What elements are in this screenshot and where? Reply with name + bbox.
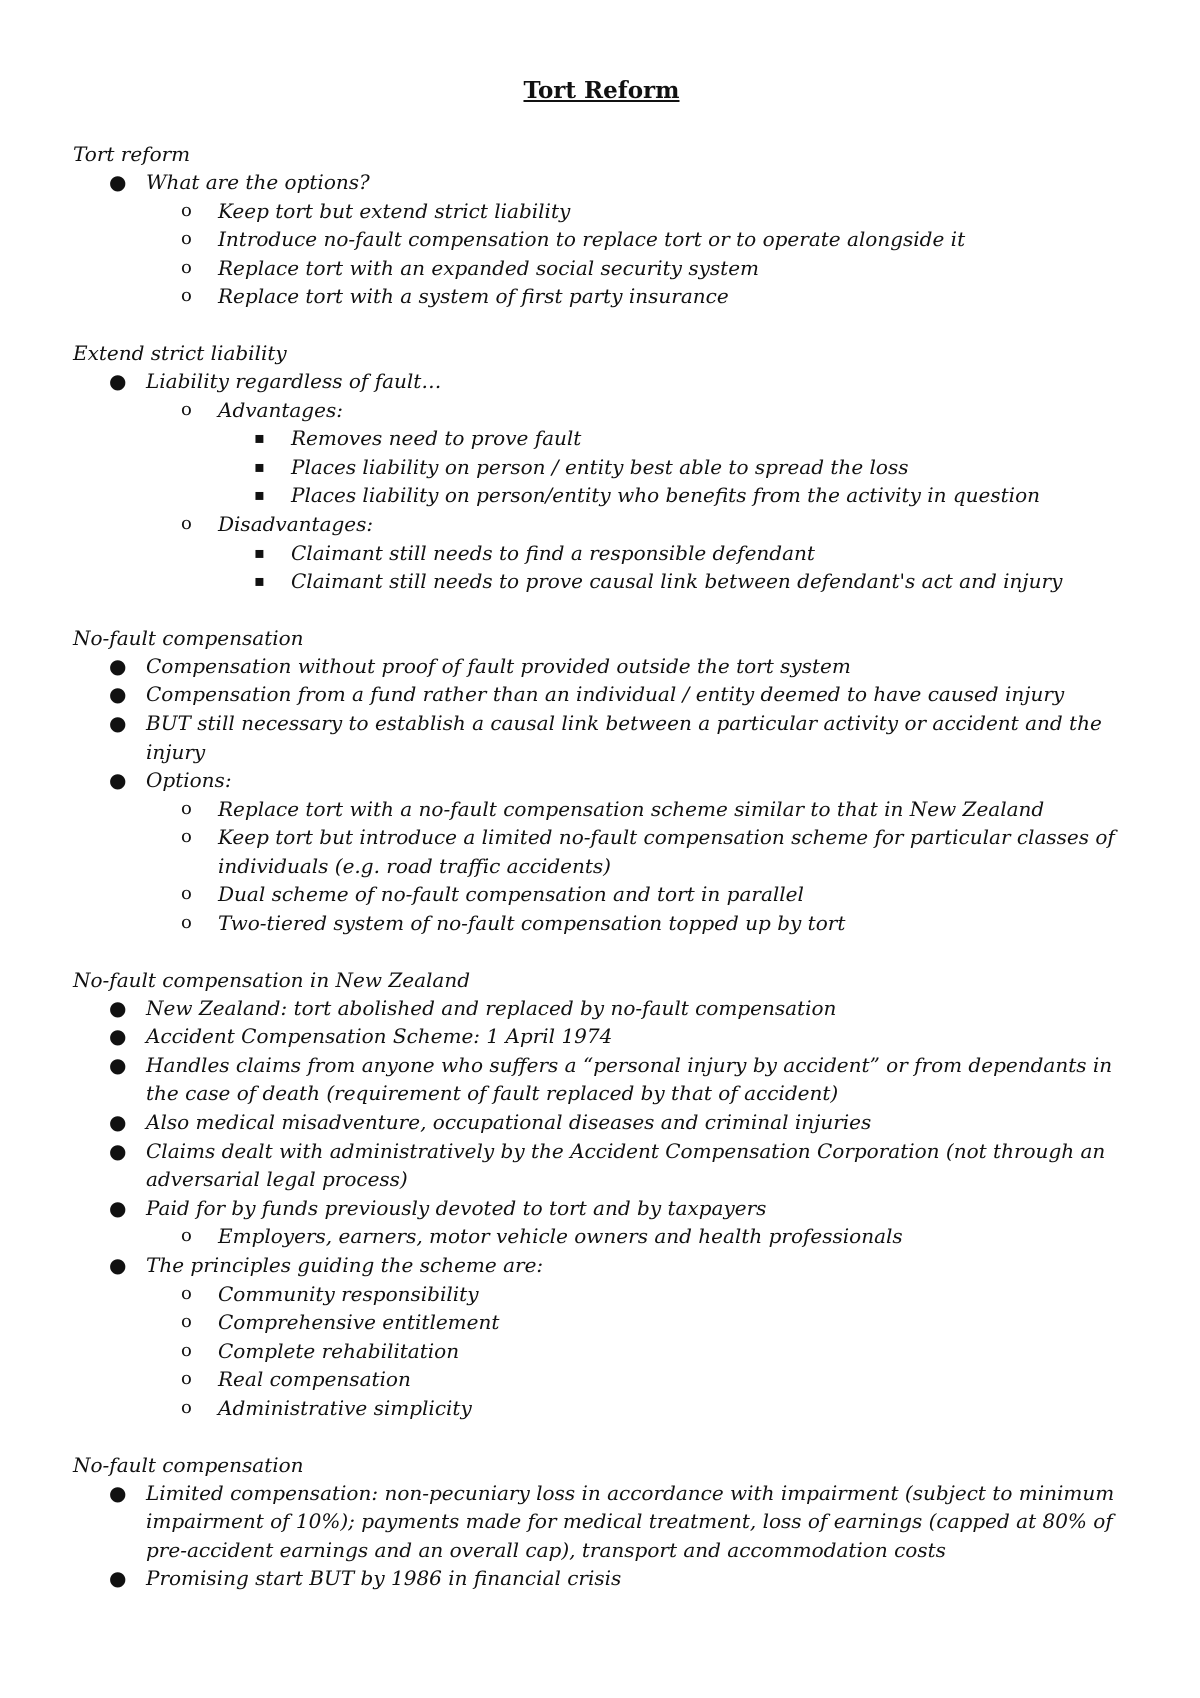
bullet-marker: ●: [109, 1195, 127, 1220]
bullet-list-level-1: [73, 652, 1130, 938]
list-item-text: Handles claims from anyone who suffers a “personal injury by accident” or from dependants in the case of death (requirement of fault replaced by that of accident): [146, 1052, 1113, 1106]
list-item: [73, 1108, 1130, 1137]
section-heading: No-fault compensation: [73, 1452, 304, 1477]
list-item-text: BUT still necessary to establish a causal link between a particular activity or accident and the injury: [146, 710, 1102, 764]
list-item: [73, 453, 1130, 482]
bullet-marker: ●: [109, 1253, 127, 1277]
bullet-marker: ●: [109, 1138, 127, 1163]
list-item: [73, 823, 1130, 880]
list-item-text: Removes need to prove fault: [291, 426, 582, 451]
list-item: [73, 1365, 1130, 1394]
list-item: [73, 709, 1130, 766]
document-body: [73, 140, 1130, 1593]
section-heading: Extend strict liability: [73, 340, 287, 365]
list-item: [73, 1222, 1130, 1251]
bullet-marker: o: [181, 1282, 192, 1304]
bullet-marker: o: [181, 512, 192, 534]
bullet-marker: ●: [109, 768, 127, 793]
bullet-marker: o: [181, 883, 192, 905]
bullet-marker: ●: [109, 170, 127, 194]
list-item-text: Paid for by funds previously devoted to tort and by taxpayers: [146, 1195, 767, 1220]
section-heading: Tort reform: [73, 142, 191, 166]
list-item-text: Options:: [146, 768, 232, 793]
bullet-list-level-2: [73, 1222, 1130, 1251]
list-item: [73, 1051, 1130, 1108]
list-item-text: Replace tort with an expanded social security system: [218, 255, 759, 280]
list-item-text: What are the options?: [146, 170, 370, 194]
section-heading: No-fault compensation in New Zealand: [73, 967, 471, 992]
bullet-marker: ●: [109, 1110, 127, 1135]
list-item-text: Complete rehabilitation: [218, 1338, 460, 1363]
list-item: [73, 367, 1130, 396]
bullet-marker: o: [181, 228, 192, 250]
bullet-marker: o: [181, 256, 192, 278]
bullet-marker: ●: [109, 1024, 127, 1049]
list-item: [73, 424, 1130, 453]
list-item-text: Places liability on person/entity who benefits from the activity in question: [291, 483, 1040, 508]
list-item-text: Employers, earners, motor vehicle owners and health professionals: [218, 1224, 903, 1249]
list-item: [73, 909, 1130, 938]
bullet-marker: o: [181, 1225, 192, 1247]
list-item-text: Two-tiered system of no-fault compensation topped up by tort: [218, 911, 846, 936]
document-title: Tort Reform: [523, 77, 680, 104]
bullet-marker: ●: [109, 1480, 127, 1505]
list-item: [73, 1337, 1130, 1366]
list-item: [73, 680, 1130, 709]
list-item-text: Disadvantages:: [218, 511, 374, 536]
list-item-text: Claimant still needs to prove causal link between defendant's act and injury: [291, 569, 1063, 594]
list-item-text: Comprehensive entitlement: [218, 1310, 500, 1335]
bullet-marker: o: [181, 1368, 192, 1390]
bullet-marker: o: [181, 285, 192, 307]
list-item-text: Promising start BUT by 1986 in financial crisis: [146, 1566, 622, 1591]
bullet-marker: ●: [109, 653, 127, 678]
list-item: [73, 766, 1130, 795]
section: [73, 140, 1130, 311]
list-item: [73, 1251, 1130, 1280]
list-item-text: Liability regardless of fault…: [146, 368, 442, 393]
bullet-marker: ●: [109, 1052, 127, 1077]
bullet-list-level-3: [73, 424, 1130, 510]
bullet-marker: o: [181, 826, 192, 848]
list-item-text: Community responsibility: [218, 1281, 479, 1306]
bullet-marker: o: [181, 398, 192, 420]
list-item: [73, 994, 1130, 1023]
bullet-list-level-2: [73, 396, 1130, 596]
bullet-list-level-3: [73, 539, 1130, 596]
list-item-text: The principles guiding the scheme are:: [146, 1253, 544, 1277]
list-item: [73, 539, 1130, 568]
bullet-marker: o: [181, 912, 192, 934]
list-item: [73, 197, 1130, 226]
list-item: [73, 282, 1130, 311]
list-item-text: Real compensation: [218, 1367, 411, 1392]
list-item: [73, 510, 1130, 539]
list-item-text: Keep tort but extend strict liability: [218, 198, 571, 223]
list-item: [73, 225, 1130, 254]
bullet-marker: ▪: [254, 456, 265, 476]
list-item: [73, 652, 1130, 681]
bullet-marker: o: [181, 1311, 192, 1333]
list-item: [73, 396, 1130, 425]
list-item-text: Compensation without proof of fault provided outside the tort system: [146, 653, 851, 678]
list-item: [73, 1308, 1130, 1337]
list-item-text: Places liability on person / entity best able to spread the loss: [291, 454, 909, 479]
list-item: [73, 795, 1130, 824]
list-item-text: Claimant still needs to find a responsible defendant: [291, 540, 815, 565]
list-item: [73, 254, 1130, 283]
list-item-text: Claims dealt with administratively by the Accident Compensation Corporation (not through an adversarial legal process): [146, 1138, 1106, 1192]
list-item-text: Compensation from a fund rather than an individual / entity deemed to have caused injury: [146, 682, 1065, 707]
bullet-list-level-2: [73, 1280, 1130, 1423]
list-item: [73, 1137, 1130, 1194]
list-item: [73, 1022, 1130, 1051]
bullet-marker: o: [181, 1339, 192, 1361]
bullet-list-level-1: [73, 168, 1130, 311]
bullet-list-level-2: [73, 197, 1130, 311]
section: [73, 624, 1130, 938]
bullet-marker: ●: [109, 368, 127, 393]
bullet-marker: ▪: [254, 571, 265, 591]
list-item-text: Replace tort with a no-fault compensation scheme similar to that in New Zealand: [218, 796, 1045, 821]
list-item-text: Advantages:: [218, 397, 343, 422]
list-item: [73, 481, 1130, 510]
list-item-text: Accident Compensation Scheme: 1 April 1974: [146, 1024, 613, 1049]
bullet-marker: ●: [109, 995, 127, 1020]
list-item-text: Replace tort with a system of first party insurance: [218, 284, 729, 309]
bullet-list-level-1: [73, 1479, 1130, 1593]
list-item: [73, 1394, 1130, 1423]
bullet-list-level-1: [73, 367, 1130, 596]
list-item: [73, 1280, 1130, 1309]
bullet-marker: ●: [109, 710, 127, 735]
list-item-text: Keep tort but introduce a limited no-fault compensation scheme for particular classes of individuals (e.g. road traffic accidents): [218, 825, 1115, 878]
bullet-marker: o: [181, 1396, 192, 1418]
list-item-text: Dual scheme of no-fault compensation and tort in parallel: [218, 882, 804, 907]
list-item: [73, 1479, 1130, 1565]
section: [73, 1451, 1130, 1593]
list-item: [73, 880, 1130, 909]
bullet-list-level-1: [73, 994, 1130, 1423]
section: [73, 339, 1130, 596]
list-item: [73, 168, 1130, 197]
bullet-marker: o: [181, 199, 192, 221]
bullet-marker: o: [181, 797, 192, 819]
bullet-marker: ▪: [254, 485, 265, 505]
bullet-marker: ▪: [254, 542, 265, 562]
bullet-marker: ●: [109, 1566, 127, 1591]
list-item-text: New Zealand: tort abolished and replaced by no-fault compensation: [146, 995, 837, 1020]
list-item-text: Introduce no-fault compensation to replace tort or to operate alongside it: [218, 227, 966, 252]
section: [73, 966, 1130, 1423]
list-item: [73, 567, 1130, 596]
list-item: [73, 1194, 1130, 1223]
section-heading: No-fault compensation: [73, 625, 304, 650]
bullet-marker: ▪: [254, 428, 265, 448]
list-item: [73, 1564, 1130, 1593]
list-item-text: Administrative simplicity: [218, 1395, 472, 1420]
bullet-list-level-2: [73, 795, 1130, 938]
list-item-text: Limited compensation: non-pecuniary loss in accordance with impairment (subject to minimum impairment of 10%); payments made for medical treatment, loss of earnings (capped at 80% of pre-accident earnings and an overall cap), transport and accommodation costs: [146, 1480, 1115, 1562]
list-item-text: Also medical misadventure, occupational diseases and criminal injuries: [146, 1110, 872, 1135]
bullet-marker: ●: [109, 682, 127, 707]
